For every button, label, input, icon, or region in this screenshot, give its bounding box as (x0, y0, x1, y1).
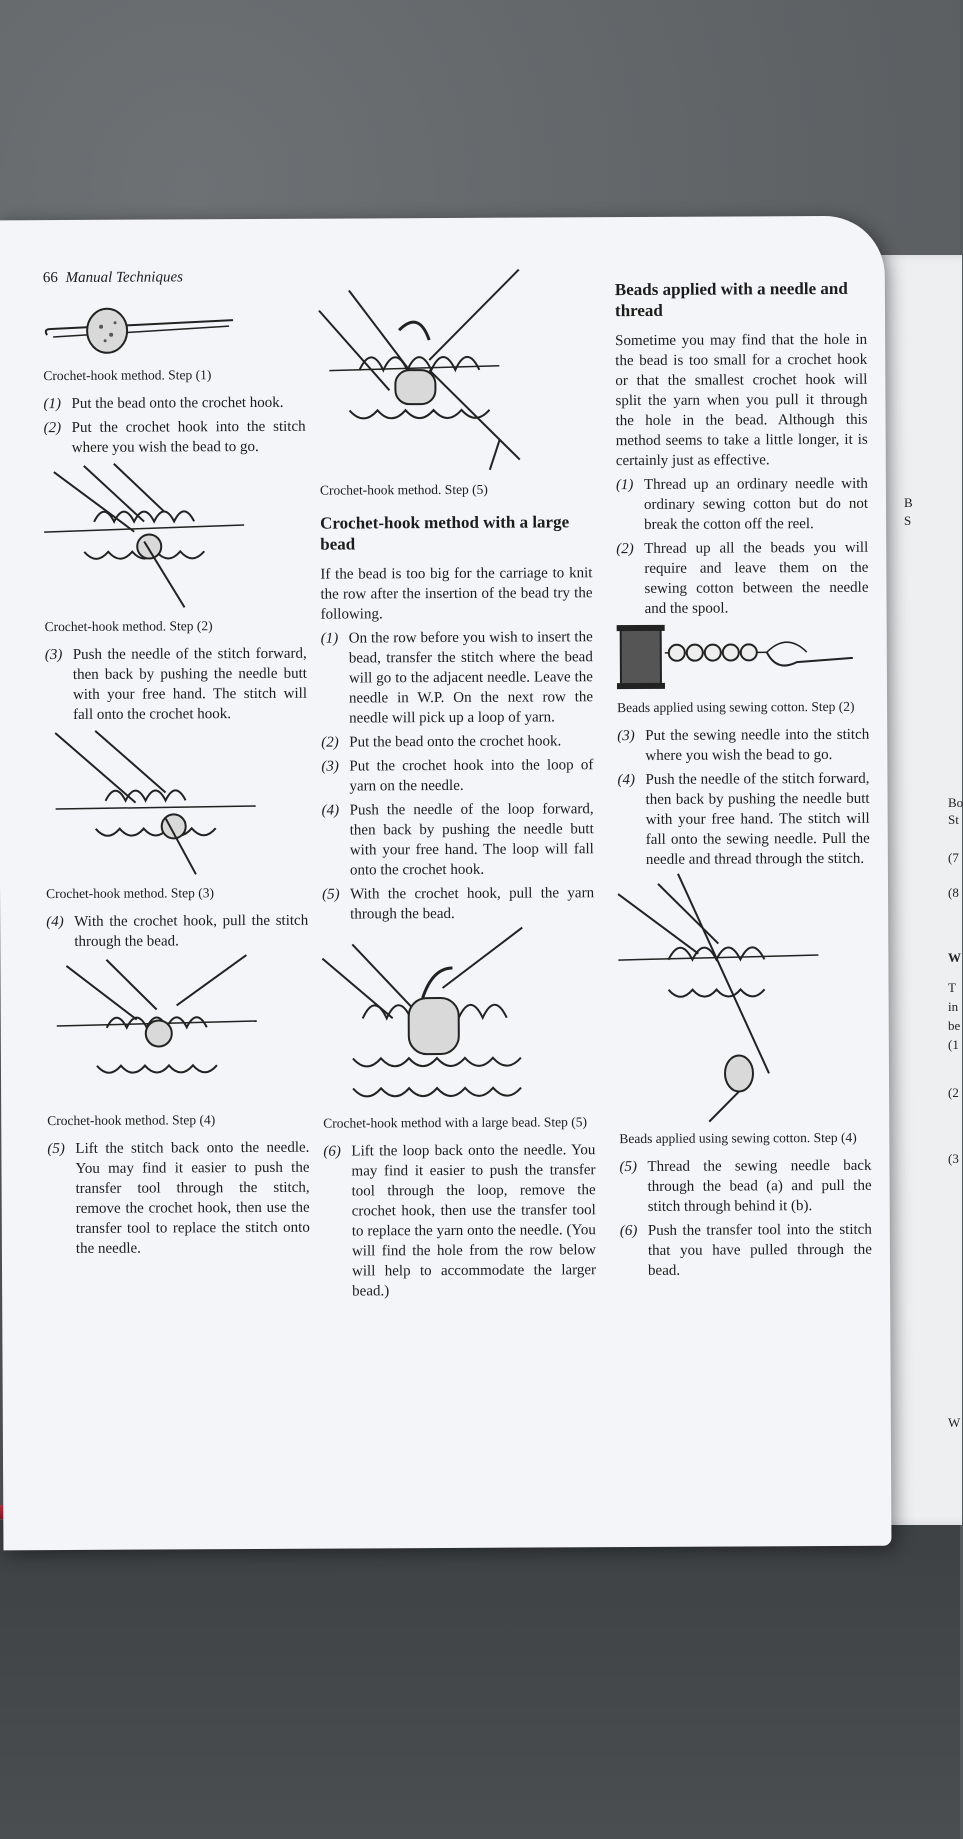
table-surface-lower (0, 1520, 960, 1839)
step-text: Put the sewing needle into the stitch where you wish the bead to go. (645, 726, 870, 764)
figure-caption: Beads applied using sewing cotton. Step (2) (617, 698, 855, 716)
book-page (0, 216, 891, 1551)
step-number: (2) (616, 541, 634, 558)
step-text: Push the needle of the stitch forward, then back by pushing the needle butt with your free hand. The stitch will fall onto the sewing needle. Pull the needle and thread through the stitch. (645, 770, 870, 868)
step-number: (3) (44, 646, 63, 664)
facing-text: Bo (948, 795, 963, 810)
step-text: Push the needle of the stitch forward, then back by pushing the needle butt with your free hand. The stitch will fall onto the crochet hook. (72, 645, 308, 723)
step-3 (45, 644, 307, 725)
figure-caption: Crochet-hook method. Step (3) (46, 885, 215, 902)
section-heading: Crochet-hook method with a large bead (320, 512, 570, 554)
figure-caption: Crochet-hook method. Step (1) (43, 367, 212, 384)
figure-caption: Crochet-hook method with a large bead. Step (5) (323, 1114, 587, 1131)
step-number: (1) (320, 630, 339, 647)
step-number: (4) (617, 771, 636, 789)
step-number: (5) (322, 886, 340, 903)
step-text: Lift the loop back onto the needle. You may find it easier to push the transfer tool through the loop, remove the crochet hook, then use the transfer tool to replace the yarn onto the needle. (You will find the hole from the row below will help to accommodate the larger bead.) (351, 1142, 597, 1300)
facing-text: (1 (948, 1037, 959, 1052)
step-number: (3) (321, 758, 339, 775)
facing-text: (2 (948, 1085, 959, 1100)
step-5 (47, 1138, 310, 1259)
knit-stitch-illustration (319, 269, 550, 475)
step-number: (4) (46, 913, 64, 931)
step-number: (4) (321, 802, 340, 819)
running-title: Manual Techniques (65, 269, 183, 286)
large-bead-illustration (322, 927, 553, 1108)
facing-text: T (948, 980, 956, 995)
spool-beads-needle-illustration (617, 622, 857, 693)
step-text: Put the crochet hook into the stitch where you wish the bead to go. (71, 418, 306, 456)
step-1 (616, 474, 868, 535)
facing-text: St (948, 812, 959, 827)
step-text: With the crochet hook, pull the stitch through the bead. (74, 912, 309, 950)
step-1 (43, 393, 305, 414)
knit-stitch-illustration (45, 728, 266, 879)
column-left (43, 269, 310, 1263)
step-number: (1) (43, 395, 62, 413)
column-right (615, 278, 872, 1285)
figure-caption: Crochet-hook method. Step (5) (319, 481, 488, 498)
step-3 (617, 725, 869, 766)
step-4 (617, 769, 870, 870)
step-text: Put the bead onto the crochet hook. (349, 733, 562, 751)
step-text: Lift the stitch back onto the needle. You may find it easier to push the transfer tool through the stitch, remove the crochet hook, then use the transfer tool to replace the stitch onto the needle. (75, 1139, 310, 1257)
facing-text: be (948, 1018, 961, 1033)
step-number: (1) (615, 477, 634, 494)
step-number: (6) (619, 1222, 638, 1240)
step-2 (321, 731, 593, 752)
section-intro: Sometime you may find that the hole in the bead is too small for a crochet hook or that the smallest crochet hook will split the yarn when you pull it through the hole in the bead. Although this method seems to take a little longer, it is certainly just as effective. (615, 331, 868, 470)
step-6 (620, 1220, 872, 1281)
knit-stitch-illustration (46, 955, 267, 1106)
facing-text: in (948, 999, 959, 1014)
step-text: Put the bead onto the crochet hook. (71, 394, 284, 412)
step-6 (323, 1140, 596, 1301)
facing-text: (3 (948, 1151, 959, 1166)
step-5 (322, 883, 594, 924)
facing-text: S (904, 513, 912, 528)
step-4 (322, 799, 594, 880)
section-intro: If the bead is too big for the carriage to knit the row after the insertion of the bead try the following. (320, 565, 593, 623)
step-3 (321, 755, 593, 796)
step-number: (2) (43, 419, 62, 437)
step-text: On the row before you wish to insert the bead, transfer the stitch where the bead will go to the adjacent needle. Leave the needle in W.P. On the next row the needle will pick up a loop of yarn. (348, 629, 594, 727)
knit-stitch-illustration (44, 461, 265, 612)
step-5 (619, 1156, 871, 1217)
knit-stitch-illustration (618, 873, 839, 1124)
step-number: (5) (47, 1140, 65, 1158)
facing-text: W (948, 950, 961, 965)
figure-caption: Crochet-hook method. Step (2) (44, 618, 213, 635)
page-number: 66 (42, 270, 58, 287)
step-2 (616, 538, 868, 619)
step-number: (5) (619, 1158, 638, 1176)
step-text: With the crochet hook, pull the yarn through the bead. (350, 885, 595, 923)
facing-text: (8 (948, 885, 959, 900)
facing-text: W (948, 1415, 961, 1430)
step-1 (321, 627, 594, 728)
step-number: (6) (323, 1143, 341, 1160)
facing-text: B (904, 495, 913, 510)
figure-caption: Crochet-hook method. Step (4) (47, 1112, 216, 1129)
step-text: Thread up an ordinary needle with ordinary sewing cotton but do not break the cotton off the reel. (643, 475, 869, 533)
step-2 (44, 417, 306, 458)
step-4 (46, 911, 308, 952)
section-heading: Beads applied with a needle and thread (614, 278, 848, 321)
step-number: (2) (321, 734, 339, 751)
facing-text: (7 (948, 850, 959, 865)
step-number: (3) (617, 727, 635, 745)
step-text: Thread the sewing needle back through the bead (a) and pull the stitch through behind it (b). (647, 1157, 872, 1215)
step-text: Thread up all the beads you will require and leave them on the sewing cotton between the needle and the spool. (644, 539, 869, 617)
column-middle (319, 265, 596, 1305)
step-text: Push the needle of the loop forward, then back by pushing the needle butt with your free hand. The loop will fall onto the crochet hook. (349, 801, 594, 879)
figure-caption: Beads applied using sewing cotton. Step (4) (619, 1129, 857, 1147)
running-head (43, 269, 305, 287)
step-text: Put the crochet hook into the loop of yarn on the needle. (349, 757, 594, 795)
step-text: Push the transfer tool into the stitch that you have pulled through the bead. (647, 1221, 872, 1279)
crochet-hook-bead-illustration (43, 300, 243, 361)
